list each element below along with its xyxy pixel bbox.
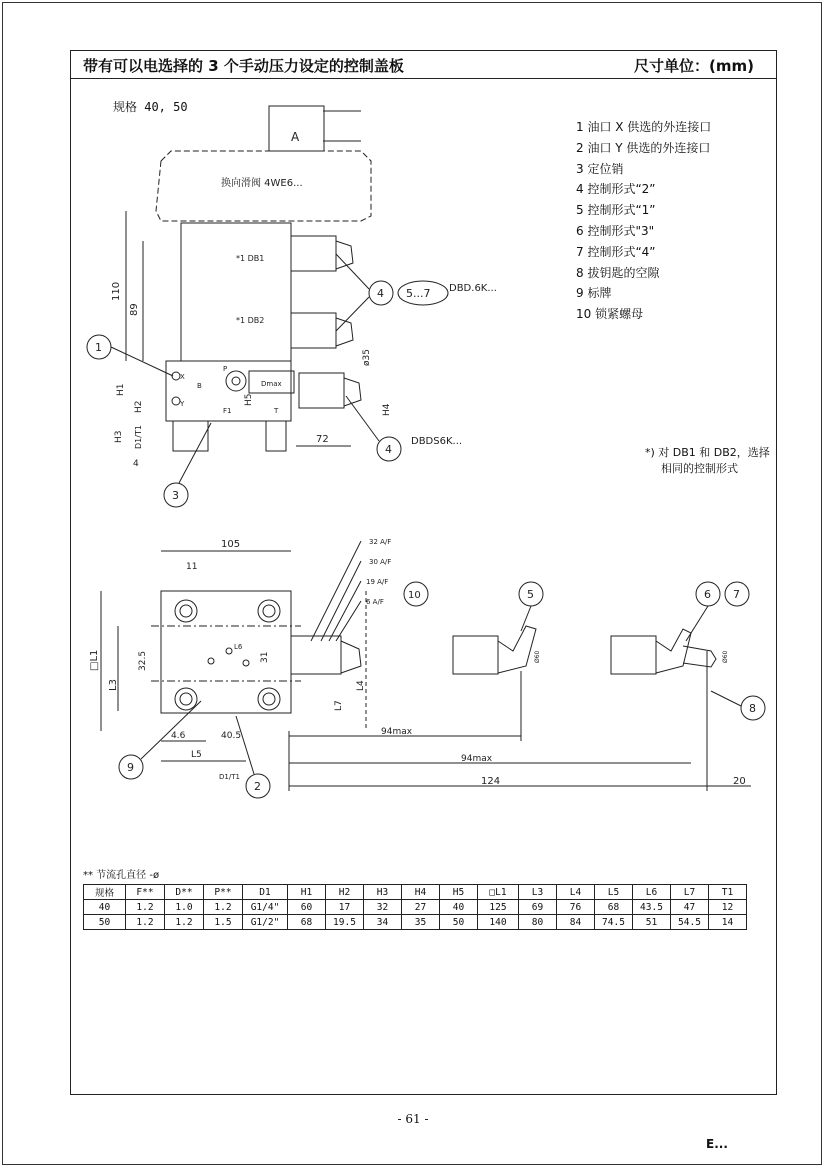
dim-l7: L7: [334, 700, 344, 711]
dbds6k-label: DBDS6K...: [411, 436, 463, 447]
callout-4a: 4: [377, 287, 384, 300]
table-cell: 76: [557, 900, 595, 915]
table-cell: 74.5: [595, 915, 633, 930]
callout-6: 6: [704, 588, 711, 601]
size-label: 规格 40, 50: [113, 100, 188, 114]
table-cell: 14: [709, 915, 747, 930]
table-header-cell: L5: [595, 885, 633, 900]
port-p-label: P: [223, 365, 228, 373]
dim-35: ø35: [362, 349, 372, 366]
legend-item: 6 控制形式"3": [576, 223, 655, 238]
table-cell: 84: [557, 915, 595, 930]
table-header-cell: P**: [204, 885, 243, 900]
dim-11: 11: [186, 562, 198, 572]
dim-325: 32.5: [138, 650, 148, 671]
table-row: [84, 915, 747, 930]
table-cell: 1.2: [165, 915, 204, 930]
legend-item: 1 油口 X 供选的外连接口: [576, 120, 712, 134]
af-32: 32 A/F: [369, 538, 392, 546]
pressure-valves: [236, 236, 361, 408]
callout-5: 5: [527, 588, 534, 601]
callout-2: 2: [254, 780, 261, 793]
table-cell: 40: [440, 900, 478, 915]
dim-l6: L6: [234, 643, 243, 651]
table-cell: 27: [402, 900, 440, 915]
callout-range: 5...7: [406, 287, 431, 300]
dim-d1t1b: D1/T1: [219, 773, 240, 781]
legend-item: 5 控制形式“1”: [576, 203, 656, 218]
dim-h2: H2: [134, 400, 144, 413]
port-f1-label: F1: [223, 407, 232, 415]
table-cell: G1/4": [243, 900, 288, 915]
dim-h3: H3: [114, 430, 124, 443]
table-header-cell: L7: [671, 885, 709, 900]
table-header-cell: F**: [126, 885, 165, 900]
callout-1: 1: [95, 341, 102, 354]
table-header-cell: L6: [633, 885, 671, 900]
table-header-cell: □L1: [478, 885, 519, 900]
legend-item: 10 锁紧螺母: [576, 307, 644, 322]
dim-20: 20: [733, 776, 746, 787]
valve-outline: [156, 106, 371, 221]
table-cell: 17: [326, 900, 364, 915]
dim-l5: L5: [191, 750, 202, 760]
valve-a-label: A: [291, 130, 300, 144]
table-cell: 80: [519, 915, 557, 930]
dim-d1t1: D1/T1: [134, 425, 143, 449]
table-row: [84, 900, 747, 915]
page-number: - 61 -: [397, 1112, 429, 1126]
port-x-label: X: [180, 373, 185, 381]
table-cell: 60: [288, 900, 326, 915]
callout-4b: 4: [385, 443, 392, 456]
table-cell: 140: [478, 915, 519, 930]
table-cell: 50: [440, 915, 478, 930]
table-cell: 32: [364, 900, 402, 915]
dim-94a: 94max: [381, 727, 413, 737]
callout-3: 3: [172, 489, 179, 502]
table-cell: 68: [288, 915, 326, 930]
dim-124: 124: [481, 776, 501, 787]
selection-note: [645, 445, 770, 477]
dim-h4: H4: [382, 403, 392, 416]
table-cell: 35: [402, 915, 440, 930]
plan-view: [89, 539, 366, 781]
table-cell: 1.2: [204, 900, 243, 915]
note-line: 相同的控制形式: [661, 462, 738, 475]
table-header-cell: 规格: [84, 885, 126, 900]
port-t-label: T: [274, 407, 279, 415]
table-cell: 47: [671, 900, 709, 915]
dim-31: 31: [260, 651, 270, 663]
control-form-1-view: [453, 582, 543, 674]
dim-4: 4: [133, 459, 139, 469]
cover-side-view: [166, 223, 294, 451]
dim-89: 89: [129, 303, 140, 316]
dim-l1: □L1: [89, 649, 100, 671]
table-header-cell: H5: [440, 885, 478, 900]
db2-label: *1 DB2: [236, 316, 265, 325]
dim-l3: L3: [108, 679, 119, 691]
table-cell: 12: [709, 900, 747, 915]
legend-item: 7 控制形式“4”: [576, 244, 656, 259]
callout-7: 7: [733, 588, 740, 601]
document-frame: [70, 50, 777, 1095]
dim-h5: H5: [244, 393, 254, 406]
callout-10: 10: [408, 590, 421, 601]
af-labels: [311, 538, 428, 641]
legend-item: 9 标牌: [576, 286, 612, 301]
control-form-3-4-view: [611, 582, 765, 791]
table-header-cell: H4: [402, 885, 440, 900]
note-line: *) 对 DB1 和 DB2，选择: [645, 446, 770, 459]
port-y-label: Y: [180, 400, 185, 408]
corner-mark: E...: [706, 1137, 728, 1151]
table-cell: 54.5: [671, 915, 709, 930]
dim-72: 72: [316, 434, 329, 445]
dim-60a: Ø60: [534, 650, 541, 663]
table-header-cell: H1: [288, 885, 326, 900]
af-19: 19 A/F: [366, 578, 389, 586]
dimensions-top: [111, 211, 392, 469]
table-header-cell: L3: [519, 885, 557, 900]
legend-item: 4 控制形式“2”: [576, 182, 656, 197]
table-cell: G1/2": [243, 915, 288, 930]
table-header-cell: H2: [326, 885, 364, 900]
dim-110: 110: [111, 281, 122, 301]
table-cell: 51: [633, 915, 671, 930]
table-cell: 43.5: [633, 900, 671, 915]
table-cell: 125: [478, 900, 519, 915]
document-title: 带有可以电选择的 3 个手动压力设定的控制盖板: [83, 57, 404, 75]
db1-label: *1 DB1: [236, 254, 265, 263]
table-header-cell: D1: [243, 885, 288, 900]
af-6: 6 A/F: [366, 598, 384, 606]
parts-legend: [576, 117, 711, 325]
table-header-cell: L4: [557, 885, 595, 900]
table-note: ** 节流孔直径 -ø: [83, 870, 160, 881]
callouts-top: [87, 254, 497, 507]
table-cell: 34: [364, 915, 402, 930]
legend-item: 2 油口 Y 供选的外连接口: [576, 140, 711, 155]
table-cell: 1.2: [126, 900, 165, 915]
dim-105: 105: [221, 539, 241, 550]
table-header-cell: D**: [165, 885, 204, 900]
table-cell: 1.0: [165, 900, 204, 915]
table-cell: 19.5: [326, 915, 364, 930]
callout-9: 9: [127, 761, 134, 774]
unit-label: 尺寸单位：(mm): [634, 57, 754, 75]
dimensions-table: [83, 884, 747, 930]
table-header-cell: T1: [709, 885, 747, 900]
valve-label: 换向滑阀 4WE6...: [221, 178, 303, 189]
table-cell: 40: [84, 900, 126, 915]
port-b-label: B: [197, 382, 202, 390]
dim-46: 4.6: [171, 731, 186, 741]
dim-h1: H1: [116, 383, 126, 396]
table-cell: 1.5: [204, 915, 243, 930]
dim-94b: 94max: [461, 754, 493, 764]
af-30: 30 A/F: [369, 558, 392, 566]
legend-item: 8 拔钥匙的空隙: [576, 265, 660, 280]
table-cell: 1.2: [126, 915, 165, 930]
legend-item: 3 定位销: [576, 161, 624, 176]
table-cell: 50: [84, 915, 126, 930]
dim-60b: Ø60: [722, 650, 729, 663]
table-header-row: [84, 885, 747, 900]
table-cell: 68: [595, 900, 633, 915]
dmax-label: Dmax: [261, 380, 282, 388]
dim-405: 40.5: [221, 731, 242, 741]
table-cell: 69: [519, 900, 557, 915]
dim-l4: L4: [356, 680, 366, 691]
callout-8: 8: [749, 702, 756, 715]
dbd6k-label: DBD.6K...: [449, 283, 497, 294]
table-header-cell: H3: [364, 885, 402, 900]
